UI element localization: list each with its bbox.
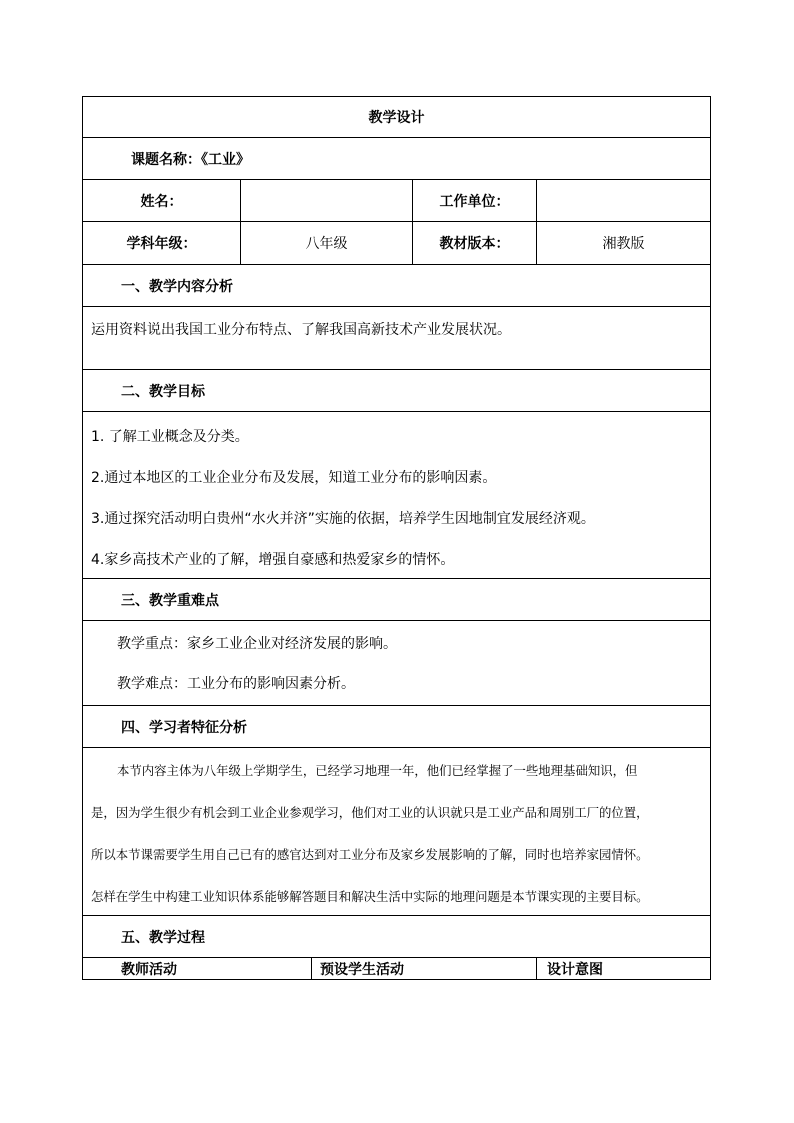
section-process-heading-row	[82, 916, 711, 958]
difficulty-point: 教学难点：工业分布的影响因素分析。	[117, 676, 355, 692]
content-analysis-text: 运用资料说出我国工业分布特点、了解我国高新技术产业发展状况。	[91, 322, 511, 338]
section-goals-heading-row	[82, 370, 711, 412]
doc-title: 教学设计	[368, 110, 425, 126]
section-content-heading-row	[82, 265, 711, 307]
section-keypoints-body	[82, 621, 711, 706]
topic-row	[82, 138, 711, 180]
section-heading: 四、学习者特征分析	[121, 719, 247, 736]
process-columns-row	[82, 958, 711, 980]
section-keypoints-heading-row	[82, 579, 711, 621]
section-heading: 五、教学过程	[121, 929, 205, 946]
grade-row	[82, 222, 711, 265]
edition-value: 湘教版	[536, 222, 710, 264]
grade-value: 八年级	[240, 222, 412, 264]
learner-analysis-line: 怎样在学生中构建工业知识体系能够解答题目和解决生活中实际的地理问题是本节课实现的主要目标。	[91, 889, 649, 904]
column-design-intent: 设计意图	[536, 958, 710, 979]
section-content-body	[82, 307, 711, 370]
section-learners-heading-row	[82, 706, 711, 748]
name-row	[82, 180, 711, 222]
lesson-plan-table	[82, 96, 711, 980]
title-row	[82, 96, 711, 138]
name-value	[240, 180, 412, 221]
section-heading: 一、教学内容分析	[121, 278, 233, 295]
grade-label: 学科年级：	[126, 236, 197, 252]
edition-label: 教材版本：	[412, 222, 536, 264]
key-point: 教学重点：家乡工业企业对经济发展的影响。	[117, 636, 397, 652]
learner-analysis-line: 是，因为学生很少有机会到工业企业参观学习，他们对工业的认识就只是工业产品和周别工厂的位置，	[91, 805, 649, 820]
learner-analysis-line: 所以本节课需要学生用自己已有的感官达到对工业分布及家乡发展影响的了解，同时也培养家园情怀。	[91, 847, 649, 862]
section-heading: 三、教学重难点	[121, 592, 219, 609]
column-teacher-activity: 教师活动	[121, 961, 177, 978]
section-learners-body	[82, 748, 711, 916]
section-goals-body	[82, 412, 711, 579]
goal-item: 2.通过本地区的工业企业分布及发展，知道工业分布的影响因素。	[91, 470, 497, 486]
topic-name: 课题名称：《工业》	[131, 151, 250, 168]
column-student-activity: 预设学生活动	[311, 958, 536, 979]
goal-item: 1. 了解工业概念及分类。	[91, 429, 249, 445]
unit-value	[536, 180, 710, 221]
unit-label: 工作单位：	[412, 180, 536, 221]
goal-item: 3.通过探究活动明白贵州“水火并济”实施的依据，培养学生因地制宜发展经济观。	[91, 511, 595, 527]
section-heading: 二、教学目标	[121, 383, 205, 400]
learner-analysis-line: 本节内容主体为八年级上学期学生，已经学习地理一年，他们已经掌握了一些地理基础知识，但	[117, 763, 638, 778]
name-label: 姓名：	[140, 193, 183, 210]
goal-item: 4.家乡高技术产业的了解，增强自豪感和热爱家乡的情怀。	[91, 552, 455, 568]
